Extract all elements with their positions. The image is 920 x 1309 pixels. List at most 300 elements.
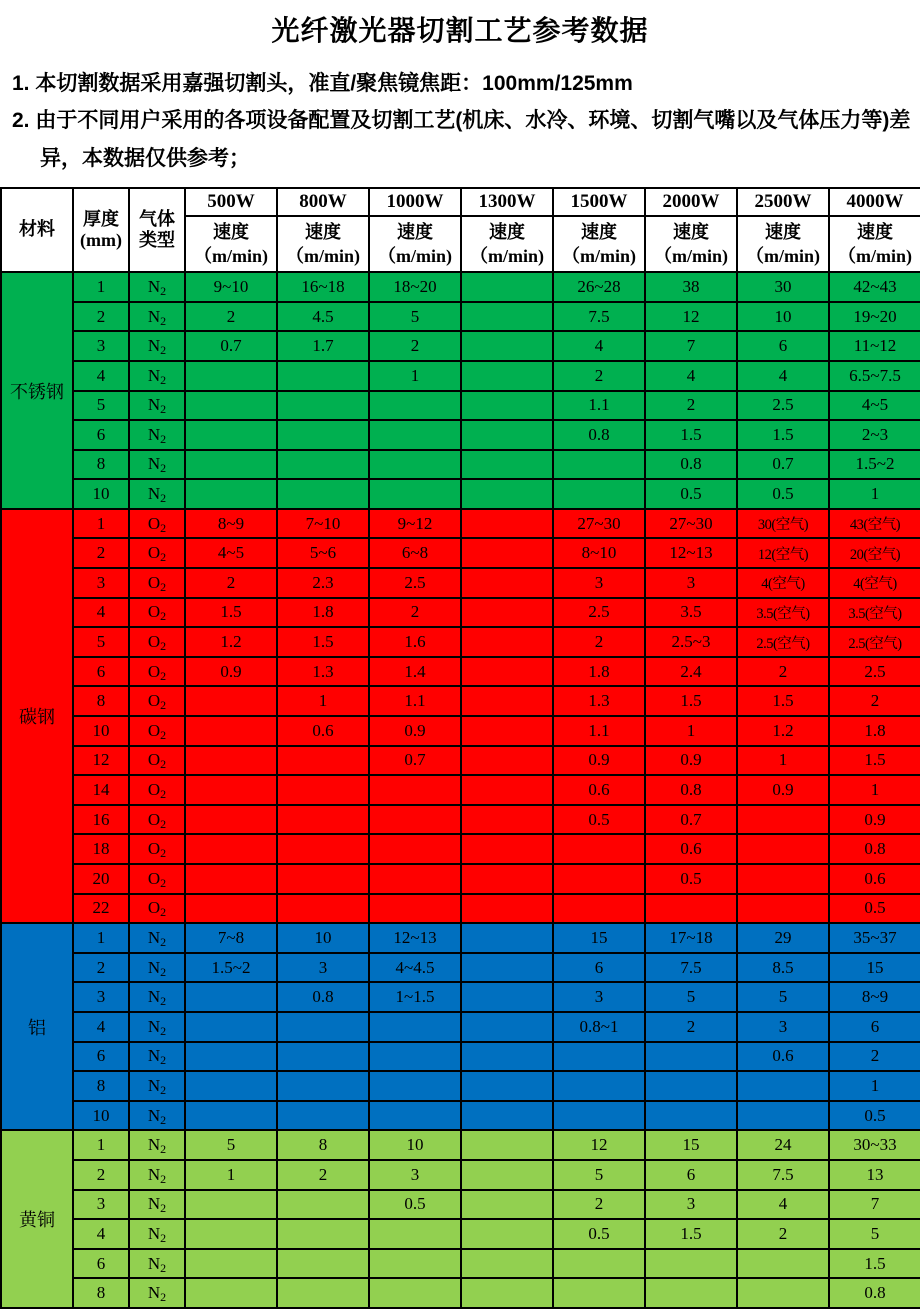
- speed-cell: 4(空气): [737, 568, 829, 598]
- speed-cell: 0.5: [553, 805, 645, 835]
- thickness-cell: 8: [73, 1071, 129, 1101]
- speed-cell: [737, 1071, 829, 1101]
- speed-cell: 3: [553, 568, 645, 598]
- speed-cell: 7: [829, 1190, 920, 1220]
- speed-cell: 0.8: [829, 834, 920, 864]
- table-row: [1, 657, 920, 687]
- speed-cell: 2.4: [645, 657, 737, 687]
- speed-cell: 2: [185, 568, 277, 598]
- speed-cell: 3: [737, 1012, 829, 1042]
- speed-cell: 1: [829, 1071, 920, 1101]
- speed-cell: 0.6: [737, 1042, 829, 1072]
- gas-cell: $O_2$: [129, 598, 185, 628]
- gas-cell: $N_2$: [129, 1219, 185, 1249]
- speed-cell: 4: [737, 361, 829, 391]
- speed-cell: 1.5: [645, 420, 737, 450]
- speed-cell: [461, 1278, 553, 1308]
- speed-cell: 1: [829, 479, 920, 509]
- speed-cell: 8~9: [185, 509, 277, 539]
- speed-cell: 15: [553, 923, 645, 953]
- thickness-cell: 1: [73, 923, 129, 953]
- speed-cell: [461, 568, 553, 598]
- speed-cell: 12: [645, 302, 737, 332]
- gas-cell: $N_2$: [129, 1130, 185, 1160]
- speed-cell: 0.7: [645, 805, 737, 835]
- speed-cell: 0.8: [645, 775, 737, 805]
- speed-cell: [277, 1219, 369, 1249]
- speed-cell: [461, 391, 553, 421]
- gas-cell: $O_2$: [129, 746, 185, 776]
- speed-cell: 2.5: [829, 657, 920, 687]
- gas-cell: $N_2$: [129, 1042, 185, 1072]
- gas-cell: $O_2$: [129, 627, 185, 657]
- speed-cell: 20(空气): [829, 538, 920, 568]
- gas-cell: $N_2$: [129, 1190, 185, 1220]
- speed-cell: 0.5: [553, 1219, 645, 1249]
- speed-cell: [461, 864, 553, 894]
- speed-unit-header: 速度 （m/min): [461, 216, 553, 272]
- speed-cell: 5~6: [277, 538, 369, 568]
- speed-cell: 1.8: [553, 657, 645, 687]
- speed-cell: 9~10: [185, 272, 277, 302]
- speed-cell: [277, 1042, 369, 1072]
- table-row: [1, 272, 920, 302]
- speed-cell: [553, 450, 645, 480]
- table-row: [1, 1278, 920, 1308]
- speed-cell: 26~28: [553, 272, 645, 302]
- speed-cell: 12~13: [645, 538, 737, 568]
- gas-cell: $O_2$: [129, 894, 185, 924]
- speed-cell: [277, 1249, 369, 1279]
- note-2: 2. 由于不同用户采用的各项设备配置及切割工艺(机床、水冷、环境、切割气嘴以及气体压力等)差异，本数据仅供参考；: [12, 109, 911, 170]
- speed-cell: 2: [553, 1190, 645, 1220]
- speed-cell: 1.1: [369, 686, 461, 716]
- notes-block: [12, 65, 914, 177]
- speed-cell: 1: [277, 686, 369, 716]
- speed-cell: 0.8: [277, 982, 369, 1012]
- speed-cell: [553, 479, 645, 509]
- gas-cell: $O_2$: [129, 775, 185, 805]
- speed-cell: 2: [369, 331, 461, 361]
- speed-cell: 0.7: [369, 746, 461, 776]
- table-row: [1, 302, 920, 332]
- speed-cell: [737, 805, 829, 835]
- thickness-cell: 3: [73, 331, 129, 361]
- table-row: [1, 509, 920, 539]
- speed-cell: 1.3: [277, 657, 369, 687]
- speed-cell: [185, 450, 277, 480]
- speed-cell: [461, 272, 553, 302]
- speed-cell: 0.5: [369, 1190, 461, 1220]
- speed-cell: 10: [369, 1130, 461, 1160]
- speed-cell: [461, 479, 553, 509]
- speed-cell: 3: [277, 953, 369, 983]
- table-row: [1, 953, 920, 983]
- speed-cell: 11~12: [829, 331, 920, 361]
- power-header-1500w: 1500W: [553, 188, 645, 216]
- table-row: [1, 746, 920, 776]
- thickness-cell: 1: [73, 1130, 129, 1160]
- gas-cell: $O_2$: [129, 716, 185, 746]
- speed-cell: 0.8: [829, 1278, 920, 1308]
- speed-cell: [461, 331, 553, 361]
- speed-cell: 7: [645, 331, 737, 361]
- gas-cell: $O_2$: [129, 834, 185, 864]
- speed-cell: [553, 1042, 645, 1072]
- speed-cell: 29: [737, 923, 829, 953]
- speed-cell: 0.7: [185, 331, 277, 361]
- speed-cell: [461, 1071, 553, 1101]
- gas-cell: $N_2$: [129, 361, 185, 391]
- speed-cell: 9~12: [369, 509, 461, 539]
- speed-cell: [185, 1278, 277, 1308]
- thickness-cell: 3: [73, 982, 129, 1012]
- thickness-cell: 1: [73, 509, 129, 539]
- speed-cell: 2: [553, 361, 645, 391]
- speed-cell: [369, 894, 461, 924]
- speed-cell: [461, 775, 553, 805]
- speed-cell: [369, 1071, 461, 1101]
- speed-unit-header: 速度 （m/min): [737, 216, 829, 272]
- gas-cell: $N_2$: [129, 1278, 185, 1308]
- speed-cell: 0.9: [369, 716, 461, 746]
- speed-cell: [185, 1042, 277, 1072]
- speed-cell: [645, 894, 737, 924]
- speed-cell: 1.5: [829, 1249, 920, 1279]
- speed-cell: 3.5: [645, 598, 737, 628]
- speed-cell: 0.8~1: [553, 1012, 645, 1042]
- speed-cell: 5: [645, 982, 737, 1012]
- speed-cell: 12: [553, 1130, 645, 1160]
- table-row: [1, 538, 920, 568]
- speed-cell: 6: [645, 1160, 737, 1190]
- speed-cell: 2: [645, 1012, 737, 1042]
- power-header-2500w: 2500W: [737, 188, 829, 216]
- table-row: [1, 775, 920, 805]
- table-row: [1, 361, 920, 391]
- speed-cell: 8.5: [737, 953, 829, 983]
- thickness-cell: 5: [73, 627, 129, 657]
- speed-cell: 1.2: [737, 716, 829, 746]
- speed-cell: 2.5~3: [645, 627, 737, 657]
- table-row: [1, 805, 920, 835]
- speed-cell: [461, 894, 553, 924]
- speed-cell: [461, 657, 553, 687]
- speed-cell: 1.7: [277, 331, 369, 361]
- speed-cell: 17~18: [645, 923, 737, 953]
- speed-cell: [461, 538, 553, 568]
- thickness-cell: 14: [73, 775, 129, 805]
- gas-cell: $N_2$: [129, 923, 185, 953]
- thickness-header-line2: (mm): [80, 230, 122, 251]
- gas-cell: $O_2$: [129, 509, 185, 539]
- speed-cell: [277, 1071, 369, 1101]
- speed-cell: [277, 1012, 369, 1042]
- thickness-cell: 1: [73, 272, 129, 302]
- speed-cell: [277, 420, 369, 450]
- speed-cell: 0.9: [645, 746, 737, 776]
- speed-cell: 19~20: [829, 302, 920, 332]
- speed-cell: 1.1: [553, 716, 645, 746]
- table-row: [1, 391, 920, 421]
- speed-cell: 13: [829, 1160, 920, 1190]
- speed-cell: [185, 775, 277, 805]
- speed-cell: 4~5: [829, 391, 920, 421]
- speed-cell: 15: [829, 953, 920, 983]
- speed-cell: 27~30: [553, 509, 645, 539]
- gas-header-line2: 类型: [139, 230, 175, 251]
- speed-cell: 7.5: [645, 953, 737, 983]
- gas-cell: $N_2$: [129, 1071, 185, 1101]
- speed-cell: 2.5(空气): [737, 627, 829, 657]
- table-row: [1, 1130, 920, 1160]
- power-header-800w: 800W: [277, 188, 369, 216]
- gas-cell: $N_2$: [129, 331, 185, 361]
- speed-cell: 8~9: [829, 982, 920, 1012]
- speed-cell: [369, 1278, 461, 1308]
- table-row: [1, 894, 920, 924]
- table-row: [1, 864, 920, 894]
- speed-cell: 5: [553, 1160, 645, 1190]
- speed-cell: 0.8: [645, 450, 737, 480]
- table-row: [1, 568, 920, 598]
- speed-cell: 2.3: [277, 568, 369, 598]
- speed-cell: [277, 775, 369, 805]
- speed-cell: 1.5: [737, 420, 829, 450]
- speed-unit-header: 速度 （m/min): [277, 216, 369, 272]
- speed-cell: [461, 302, 553, 332]
- speed-cell: [369, 864, 461, 894]
- gas-cell: $O_2$: [129, 805, 185, 835]
- speed-cell: [369, 1042, 461, 1072]
- speed-cell: 0.6: [829, 864, 920, 894]
- speed-cell: [277, 1278, 369, 1308]
- speed-cell: [185, 805, 277, 835]
- speed-cell: [185, 1012, 277, 1042]
- speed-cell: 8: [277, 1130, 369, 1160]
- table-row: [1, 627, 920, 657]
- table-row: [1, 686, 920, 716]
- speed-cell: [185, 746, 277, 776]
- table-row: [1, 331, 920, 361]
- material-cell: 碳钢: [1, 509, 73, 923]
- speed-cell: 2.5: [737, 391, 829, 421]
- table-header: [1, 188, 920, 272]
- speed-cell: [277, 834, 369, 864]
- speed-cell: [369, 1249, 461, 1279]
- speed-cell: 0.9: [185, 657, 277, 687]
- speed-cell: [277, 894, 369, 924]
- speed-cell: 12(空气): [737, 538, 829, 568]
- speed-cell: 7.5: [553, 302, 645, 332]
- speed-cell: 2: [645, 391, 737, 421]
- speed-cell: [277, 450, 369, 480]
- speed-cell: [461, 1190, 553, 1220]
- thickness-cell: 20: [73, 864, 129, 894]
- speed-cell: [277, 1190, 369, 1220]
- table-row: [1, 1071, 920, 1101]
- speed-cell: [737, 1278, 829, 1308]
- thickness-cell: 2: [73, 302, 129, 332]
- speed-cell: 5: [737, 982, 829, 1012]
- speed-cell: 2: [829, 1042, 920, 1072]
- speed-cell: [553, 1101, 645, 1131]
- thickness-cell: 2: [73, 1160, 129, 1190]
- speed-cell: 1.4: [369, 657, 461, 687]
- speed-cell: [553, 894, 645, 924]
- speed-cell: [461, 1042, 553, 1072]
- speed-cell: [553, 864, 645, 894]
- speed-cell: 6: [737, 331, 829, 361]
- speed-cell: [461, 450, 553, 480]
- speed-unit-header: 速度 （m/min): [645, 216, 737, 272]
- speed-cell: [185, 420, 277, 450]
- gas-header-line1: 气体: [139, 208, 175, 229]
- speed-cell: 2: [553, 627, 645, 657]
- speed-cell: [645, 1042, 737, 1072]
- power-header-1300w: 1300W: [461, 188, 553, 216]
- speed-cell: 2: [829, 686, 920, 716]
- gas-cell: $N_2$: [129, 953, 185, 983]
- thickness-cell: 3: [73, 568, 129, 598]
- speed-cell: 4.5: [277, 302, 369, 332]
- thickness-cell: 10: [73, 1101, 129, 1131]
- thickness-cell: 8: [73, 686, 129, 716]
- speed-cell: 10: [737, 302, 829, 332]
- speed-cell: [277, 1101, 369, 1131]
- speed-cell: 4: [553, 331, 645, 361]
- speed-cell: [553, 1071, 645, 1101]
- gas-cell: $N_2$: [129, 391, 185, 421]
- gas-cell: $O_2$: [129, 686, 185, 716]
- gas-cell: $N_2$: [129, 420, 185, 450]
- thickness-header-line1: 厚度: [83, 208, 119, 229]
- speed-cell: 4(空气): [829, 568, 920, 598]
- note-1: 1. 本切割数据采用嘉强切割头，准直/聚焦镜焦距：100mm/125mm: [12, 72, 633, 95]
- speed-cell: [553, 1278, 645, 1308]
- speed-cell: [369, 479, 461, 509]
- material-cell: 铝: [1, 923, 73, 1130]
- speed-cell: [461, 420, 553, 450]
- speed-cell: [645, 1101, 737, 1131]
- speed-cell: 10: [277, 923, 369, 953]
- speed-cell: [461, 805, 553, 835]
- speed-cell: [369, 1101, 461, 1131]
- table-row: [1, 1101, 920, 1131]
- speed-cell: [461, 953, 553, 983]
- gas-cell: $N_2$: [129, 1012, 185, 1042]
- speed-cell: 38: [645, 272, 737, 302]
- speed-cell: [461, 982, 553, 1012]
- speed-cell: 0.9: [553, 746, 645, 776]
- speed-cell: 0.8: [553, 420, 645, 450]
- speed-cell: 1.5: [185, 598, 277, 628]
- table-row: [1, 923, 920, 953]
- speed-unit-header: 速度 （m/min): [185, 216, 277, 272]
- speed-cell: [737, 864, 829, 894]
- gas-cell: $N_2$: [129, 302, 185, 332]
- gas-cell: $N_2$: [129, 1101, 185, 1131]
- speed-cell: [185, 864, 277, 894]
- speed-cell: 1.8: [829, 716, 920, 746]
- speed-cell: 18~20: [369, 272, 461, 302]
- speed-cell: [185, 479, 277, 509]
- speed-cell: 1.5~2: [829, 450, 920, 480]
- speed-cell: 1.5: [829, 746, 920, 776]
- speed-cell: [369, 420, 461, 450]
- speed-cell: 1: [645, 716, 737, 746]
- speed-cell: [185, 982, 277, 1012]
- table-row: [1, 1249, 920, 1279]
- speed-cell: [185, 1101, 277, 1131]
- speed-cell: 15: [645, 1130, 737, 1160]
- speed-cell: 8~10: [553, 538, 645, 568]
- speed-cell: [277, 479, 369, 509]
- speed-cell: 12~13: [369, 923, 461, 953]
- thickness-cell: 6: [73, 1042, 129, 1072]
- speed-cell: [461, 1249, 553, 1279]
- speed-cell: [277, 864, 369, 894]
- thickness-cell: 16: [73, 805, 129, 835]
- speed-unit-header: 速度 （m/min): [369, 216, 461, 272]
- table-row: [1, 420, 920, 450]
- speed-cell: [185, 716, 277, 746]
- speed-cell: 2: [737, 657, 829, 687]
- speed-cell: [461, 923, 553, 953]
- speed-cell: 2.5: [369, 568, 461, 598]
- speed-cell: [461, 716, 553, 746]
- speed-cell: [277, 746, 369, 776]
- speed-cell: [553, 834, 645, 864]
- speed-cell: 6.5~7.5: [829, 361, 920, 391]
- speed-cell: 6~8: [369, 538, 461, 568]
- thickness-cell: 6: [73, 420, 129, 450]
- speed-cell: [369, 775, 461, 805]
- speed-cell: [369, 391, 461, 421]
- thickness-cell: 8: [73, 1278, 129, 1308]
- speed-cell: 0.9: [737, 775, 829, 805]
- speed-cell: 2.5: [553, 598, 645, 628]
- table-row: [1, 1219, 920, 1249]
- speed-cell: 1: [829, 775, 920, 805]
- speed-cell: [277, 391, 369, 421]
- thickness-cell: 2: [73, 953, 129, 983]
- speed-cell: 0.5: [829, 894, 920, 924]
- gas-type-header: [129, 188, 185, 272]
- thickness-cell: 8: [73, 450, 129, 480]
- speed-cell: [369, 1012, 461, 1042]
- speed-cell: 7~10: [277, 509, 369, 539]
- speed-cell: 43(空气): [829, 509, 920, 539]
- thickness-cell: 3: [73, 1190, 129, 1220]
- power-header-4000w: 4000W: [829, 188, 920, 216]
- header-row-powers: [1, 188, 920, 216]
- thickness-cell: 6: [73, 657, 129, 687]
- speed-cell: 1.1: [553, 391, 645, 421]
- power-header-500w: 500W: [185, 188, 277, 216]
- speed-cell: 6: [553, 953, 645, 983]
- speed-cell: 4: [645, 361, 737, 391]
- speed-cell: [645, 1249, 737, 1279]
- speed-cell: [461, 746, 553, 776]
- table-row: [1, 1042, 920, 1072]
- speed-cell: 0.5: [737, 479, 829, 509]
- speed-cell: [461, 1101, 553, 1131]
- thickness-header: [73, 188, 129, 272]
- speed-cell: 3.5(空气): [737, 598, 829, 628]
- speed-cell: [369, 834, 461, 864]
- speed-cell: [277, 805, 369, 835]
